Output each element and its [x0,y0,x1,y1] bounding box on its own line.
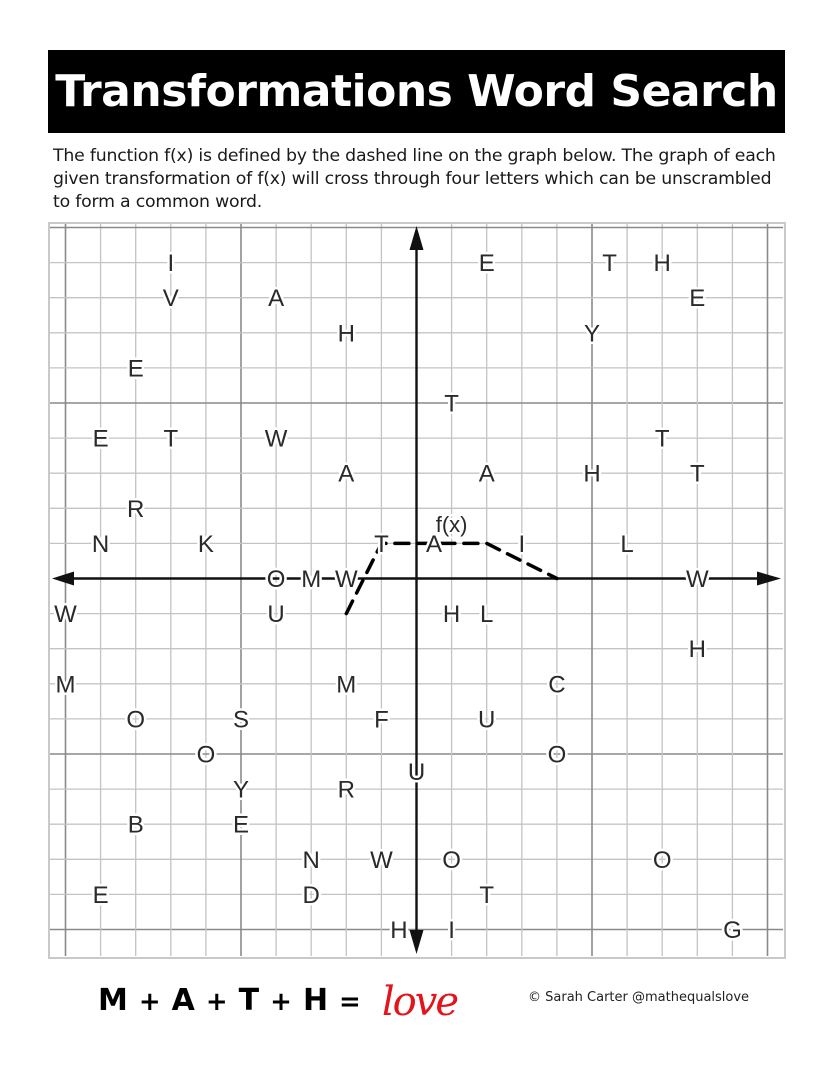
letter-grid [54,250,742,944]
graph-canvas [50,224,783,956]
grid-letter: E [232,811,250,839]
grid-letter: Y [232,776,250,804]
plus-sign: + [205,986,229,1017]
footer-equation [98,975,457,1025]
grid-letter: O [547,741,567,769]
equation-h: H [302,982,330,1018]
function-label: f(x) [435,512,468,538]
grid-letter: H [653,250,671,278]
equation-t: T [238,982,261,1018]
grid-letter: A [268,285,285,313]
grid-letter: O [266,566,286,593]
grid-letter: T [602,250,617,278]
grid-letter: M [336,671,357,699]
grid-letter: E [478,250,495,278]
grid-letter: E [127,355,144,383]
grid-letter: W [264,425,288,453]
grid-letter: H [442,601,461,629]
math-equation [98,983,372,1018]
grid-letter: H [390,917,408,944]
equation-m: M [98,982,129,1018]
plus-sign: + [138,986,162,1017]
grid-letter: H [337,320,355,348]
grid-letter: W [685,566,709,593]
title-banner [48,50,785,133]
grid-letter: G [723,917,742,944]
grid-letter: L [480,601,494,629]
grid-letter: O [196,741,216,769]
grid-letter: I [518,530,526,558]
page-title: Transformations Word Search [55,66,778,117]
grid-letter: N [91,530,110,558]
grid-letter: T [689,460,705,488]
grid-letter: T [163,425,179,453]
grid-letter: D [302,881,320,909]
grid-letter: W [54,601,77,629]
grid-letter: O [652,846,672,874]
grid-letter: R [127,495,145,523]
y-axis-down-arrow-icon [410,930,424,954]
grid-letter: E [92,881,109,909]
grid-letter: I [167,250,175,278]
grid-letter: M [301,566,322,593]
grid-letter: I [448,917,455,944]
grid-letter: V [162,285,179,313]
grid-letter: Y [583,320,601,348]
grid-letter: A [338,460,355,488]
grid-letter: B [127,811,144,839]
copyright-credit: © Sarah Carter @mathequalslove [528,990,750,1005]
equation-a: A [171,982,196,1018]
grid-letter: L [620,530,634,558]
grid-letter: U [267,601,285,629]
grid-letter: T [479,881,495,909]
grid-letter: N [302,846,320,874]
grid-letter: A [426,530,443,558]
grid-letter: W [334,566,358,593]
grid-letter: O [442,846,461,874]
instructions-text: The function f(x) is defined by the dashed line on the graph below. The graph of each given transformation of f(x) will cross through four letters which can be unscrambled to form a common word. [53,146,776,212]
grid-letter: H [583,460,601,488]
love-script-logo: love [381,979,457,1025]
coordinate-graph [48,222,786,959]
grid-letter: U [407,759,426,787]
equals-sign: = [339,986,362,1017]
grid-letter: C [548,671,566,699]
y-axis-up-arrow-icon [410,226,424,250]
grid-letter: W [370,846,393,874]
grid-letter: R [337,776,355,804]
grid-letter: M [55,671,76,699]
grid-letter: T [654,425,670,453]
grid-letter: U [478,706,496,734]
grid-letter: T [374,530,389,558]
grid-letter: A [478,460,495,488]
grid-letter: S [232,706,250,734]
axes [52,226,781,954]
plus-sign: + [270,986,293,1017]
grid-letter: H [688,636,706,664]
grid-letter: T [444,390,459,418]
grid-letter: F [374,706,389,734]
x-axis-left-arrow-icon [52,572,74,586]
grid-letter: E [689,285,706,313]
grid-letter: O [126,706,146,734]
grid-letter: K [197,530,214,558]
x-axis-right-arrow-icon [757,572,781,586]
grid-letter: E [92,425,109,453]
